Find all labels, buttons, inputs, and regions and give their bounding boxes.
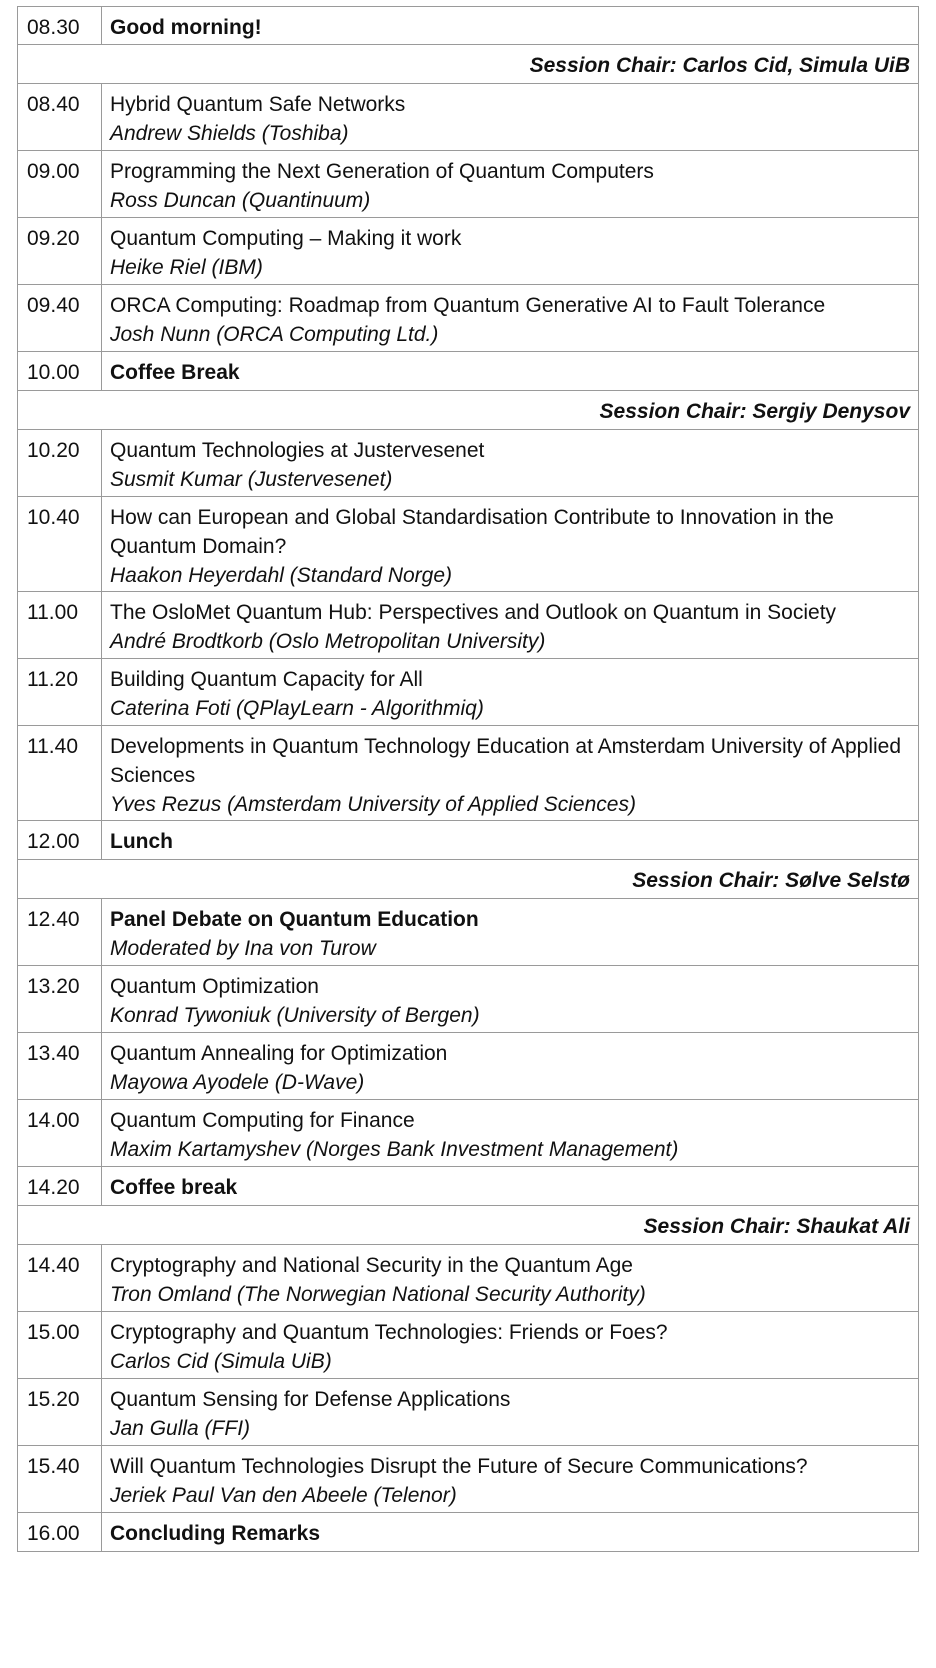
time-cell: 12.00 [18,821,102,859]
session-cell [102,1513,918,1551]
time-cell: 15.40 [18,1446,102,1512]
session-cell [102,966,918,1032]
session-cell [102,84,918,150]
agenda-row [17,726,919,821]
session-title: Panel Debate on Quantum Education [110,908,479,931]
speaker-name: Jan Gulla (FFI) [110,1417,251,1440]
time-cell: 08.40 [18,84,102,150]
agenda-row [17,899,919,966]
session-title: Lunch [110,830,173,853]
session-title: Cryptography and Quantum Technologies: Friends or Foes? [110,1321,668,1344]
speaker-name: Heike Riel (IBM) [110,256,263,279]
speaker-name: Andrew Shields (Toshiba) [110,122,349,145]
time-cell: 13.40 [18,1033,102,1099]
session-chair-label: Session Chair: Carlos Cid, Simula UiB [529,54,910,77]
speaker-name: André Brodtkorb (Oslo Metropolitan University) [110,630,546,653]
session-chair-label: Session Chair: Shaukat Ali [643,1215,910,1238]
agenda-row [17,151,919,218]
session-title: How can European and Global Standardisation Contribute to Innovation in the Quantum Domain? [110,506,834,558]
session-title: Coffee break [110,1176,238,1199]
time-cell: 09.20 [18,218,102,284]
agenda-row [17,966,919,1033]
session-cell [102,659,918,725]
agenda-row [17,6,919,45]
session-title: Coffee Break [110,361,240,384]
session-chair-label: Session Chair: Sølve Selstø [632,869,910,892]
session-cell [102,497,918,591]
session-cell [102,352,918,390]
time-cell: 11.20 [18,659,102,725]
time-cell: 11.00 [18,592,102,658]
time-cell: 14.40 [18,1245,102,1311]
agenda-table [17,6,919,1552]
agenda-row [17,592,919,659]
session-cell [102,899,918,965]
time-cell: 09.00 [18,151,102,217]
time-cell: 14.00 [18,1100,102,1166]
session-title: Programming the Next Generation of Quantum Computers [110,160,654,183]
session-title: Quantum Technologies at Justervesenet [110,439,485,462]
session-title: Quantum Optimization [110,975,319,998]
session-cell [102,1312,918,1378]
agenda-row [17,497,919,592]
session-title: Good morning! [110,16,262,39]
session-chair-row [17,1206,919,1245]
speaker-name: Mayowa Ayodele (D-Wave) [110,1071,365,1094]
session-cell [102,821,918,859]
session-title: Building Quantum Capacity for All [110,668,423,691]
time-cell: 08.30 [18,7,102,44]
speaker-name: Tron Omland (The Norwegian National Security Authority) [110,1283,646,1306]
agenda-row [17,218,919,285]
session-cell [102,1379,918,1445]
speaker-name: Konrad Tywoniuk (University of Bergen) [110,1004,480,1027]
agenda-row [17,352,919,391]
speaker-name: Jeriek Paul Van den Abeele (Telenor) [110,1484,457,1507]
session-title: Quantum Computing – Making it work [110,227,462,250]
session-title: Quantum Sensing for Defense Applications [110,1388,511,1411]
session-chair-row [17,860,919,899]
session-title: Quantum Annealing for Optimization [110,1042,448,1065]
session-title: Will Quantum Technologies Disrupt the Future of Secure Communications? [110,1455,808,1478]
agenda-row [17,1167,919,1206]
speaker-name: Haakon Heyerdahl (Standard Norge) [110,564,453,587]
speaker-name: Josh Nunn (ORCA Computing Ltd.) [110,323,439,346]
agenda-row [17,1245,919,1312]
session-chair-label: Session Chair: Sergiy Denysov [599,400,910,423]
session-chair-row [17,391,919,430]
session-cell [102,1033,918,1099]
agenda-row [17,821,919,860]
speaker-name: Moderated by Ina von Turow [110,937,376,960]
session-cell [102,7,918,44]
session-cell [102,218,918,284]
session-cell [102,1167,918,1205]
session-title: The OsloMet Quantum Hub: Perspectives and Outlook on Quantum in Society [110,601,837,624]
session-title: Developments in Quantum Technology Education at Amsterdam University of Applied Sciences [110,735,902,787]
speaker-name: Susmit Kumar (Justervesenet) [110,468,393,491]
agenda-row [17,1513,919,1552]
time-cell: 10.00 [18,352,102,390]
agenda-row [17,1312,919,1379]
speaker-name: Carlos Cid (Simula UiB) [110,1350,332,1373]
session-chair-row [17,45,919,84]
time-cell: 10.20 [18,430,102,496]
speaker-name: Ross Duncan (Quantinuum) [110,189,371,212]
session-cell [102,285,918,351]
session-cell [102,1100,918,1166]
session-title: ORCA Computing: Roadmap from Quantum Generative AI to Fault Tolerance [110,294,826,317]
agenda-row [17,84,919,151]
time-cell: 09.40 [18,285,102,351]
speaker-name: Maxim Kartamyshev (Norges Bank Investment Management) [110,1138,679,1161]
session-cell [102,726,918,820]
speaker-name: Caterina Foti (QPlayLearn - Algorithmiq) [110,697,484,720]
time-cell: 11.40 [18,726,102,820]
session-cell [102,430,918,496]
agenda-row [17,659,919,726]
session-cell [102,592,918,658]
session-cell [102,151,918,217]
agenda-row [17,285,919,352]
session-title: Quantum Computing for Finance [110,1109,415,1132]
time-cell: 16.00 [18,1513,102,1551]
agenda-row [17,430,919,497]
session-title: Cryptography and National Security in the Quantum Age [110,1254,633,1277]
time-cell: 14.20 [18,1167,102,1205]
session-title: Concluding Remarks [110,1522,321,1545]
time-cell: 15.00 [18,1312,102,1378]
session-title: Hybrid Quantum Safe Networks [110,93,406,116]
time-cell: 10.40 [18,497,102,591]
speaker-name: Yves Rezus (Amsterdam University of Applied Sciences) [110,793,636,816]
agenda-row [17,1379,919,1446]
time-cell: 15.20 [18,1379,102,1445]
agenda-row [17,1033,919,1100]
agenda-row [17,1100,919,1167]
session-cell [102,1245,918,1311]
agenda-row [17,1446,919,1513]
time-cell: 12.40 [18,899,102,965]
session-cell [102,1446,918,1512]
time-cell: 13.20 [18,966,102,1032]
